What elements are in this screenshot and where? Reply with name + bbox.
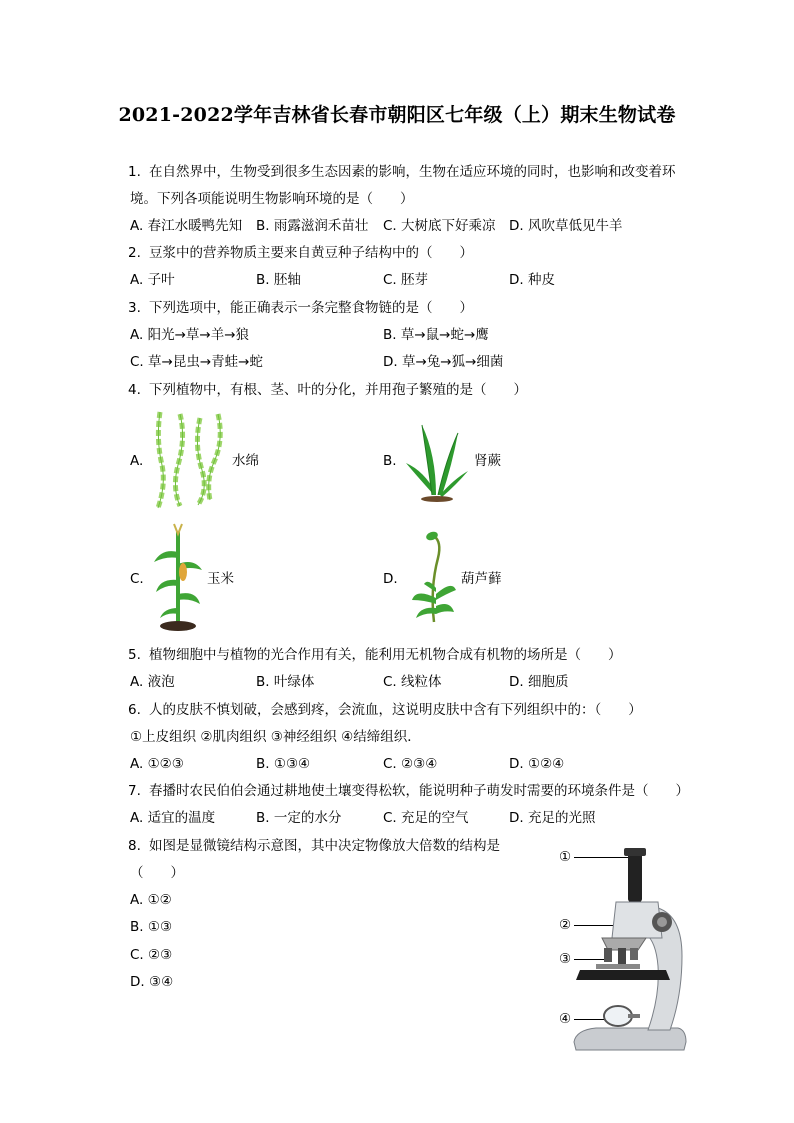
question-6-items: ①上皮组织 ②肌肉组织 ③神经组织 ④结缔组织． [130,729,421,745]
question-4-number: 4. [128,382,141,398]
question-3-option-c: C. 草→昆虫→青蛙→蛇 [130,354,263,370]
question-5-option-c: C. 线粒体 [383,674,442,690]
microscope-label-1: ① [559,849,572,865]
question-6-option-a: A. ①②③ [130,756,184,772]
page-title: 2021-2022学年吉林省长春市朝阳区七年级（上）期末生物试卷 [118,104,676,126]
microscope-label-2: ② [559,917,572,933]
question-6-stem: 人的皮肤不慎划破，会感到疼，会流血，这说明皮肤中含有下列组织中的：（ ） [149,702,642,718]
question-6-option-c: C. ②③④ [383,756,438,772]
question-7-option-d: D. 充足的光照 [509,810,596,826]
question-2-option-a: A. 子叶 [130,272,175,288]
question-4-option-c-letter: C. [130,571,144,587]
question-1-option-c: C. 大树底下好乘凉 [383,218,496,234]
question-4-option-a-letter: A. [130,453,144,469]
question-4-option-c-label: 玉米 [207,571,234,587]
question-3-option-b: B. 草→鼠→蛇→鹰 [383,327,489,343]
question-4-stem: 下列植物中，有根、茎、叶的分化，并用孢子繁殖的是（ ） [149,382,527,398]
question-8-number: 8. [128,838,141,854]
question-5-option-a: A. 液泡 [130,674,175,690]
question-1-stem-line1: 在自然界中，生物受到很多生态因素的影响，生物在适应环境的同时，也影响和改变着环 [149,164,676,180]
question-7-stem: 春播时农民伯伯会通过耕地使土壤变得松软，能说明种子萌发时需要的环境条件是（ ） [149,783,689,799]
question-1-option-a: A. 春江水暖鸭先知 [130,218,243,234]
question-7-option-b: B. 一定的水分 [256,810,342,826]
question-7-number: 7. [128,783,141,799]
question-4-option-b-label: 肾蕨 [474,453,501,469]
question-8-paren: （ ） [130,865,184,881]
question-1-stem-line2: 境。下列各项能说明生物影响环境的是（ ） [130,191,414,207]
question-8-stem: 如图是显微镜结构示意图，其中决定物像放大倍数的结构是 [149,838,500,854]
question-3-option-d: D. 草→兔→狐→细菌 [383,354,504,370]
fern-image [402,415,472,503]
question-2-number: 2. [128,245,141,261]
question-2-stem: 豆浆中的营养物质主要来自黄豆种子结构中的（ ） [149,245,473,261]
question-8-option-c: C. ②③ [130,947,173,963]
question-1-option-b: B. 雨露滋润禾苗壮 [256,218,369,234]
microscope-label-4: ④ [559,1011,572,1027]
question-5-option-d: D. 细胞质 [509,674,569,690]
question-2-option-c: C. 胚芽 [383,272,429,288]
question-7-option-c: C. 充足的空气 [383,810,469,826]
question-8-option-d: D. ③④ [130,974,174,990]
question-2-option-b: B. 胚轴 [256,272,301,288]
question-4-option-a-label: 水绵 [232,453,259,469]
moss-image [408,528,460,626]
question-3-option-a: A. 阳光→草→羊→狼 [130,327,250,343]
question-8-option-b: B. ①③ [130,919,173,935]
question-4-option-d-letter: D. [383,571,398,587]
spirogyra-image [150,410,230,510]
question-1-option-d: D. 风吹草低见牛羊 [509,218,623,234]
question-1-number: 1. [128,164,141,180]
microscope-image [566,846,692,1060]
question-6-number: 6. [128,702,141,718]
question-5-option-b: B. 叶绿体 [256,674,315,690]
question-6-option-d: D. ①②④ [509,756,565,772]
question-3-number: 3. [128,300,141,316]
question-5-stem: 植物细胞中与植物的光合作用有关，能利用无机物合成有机物的场所是（ ） [149,647,622,663]
question-2-option-d: D. 种皮 [509,272,555,288]
question-6-option-b: B. ①③④ [256,756,311,772]
question-4-option-d-label: 葫芦藓 [461,571,502,587]
question-3-stem: 下列选项中，能正确表示一条完整食物链的是（ ） [149,300,473,316]
question-8-option-a: A. ①② [130,892,172,908]
microscope-label-3: ③ [559,951,572,967]
corn-image [152,522,204,632]
question-7-option-a: A. 适宜的温度 [130,810,216,826]
question-4-option-b-letter: B. [383,453,397,469]
question-5-number: 5. [128,647,141,663]
